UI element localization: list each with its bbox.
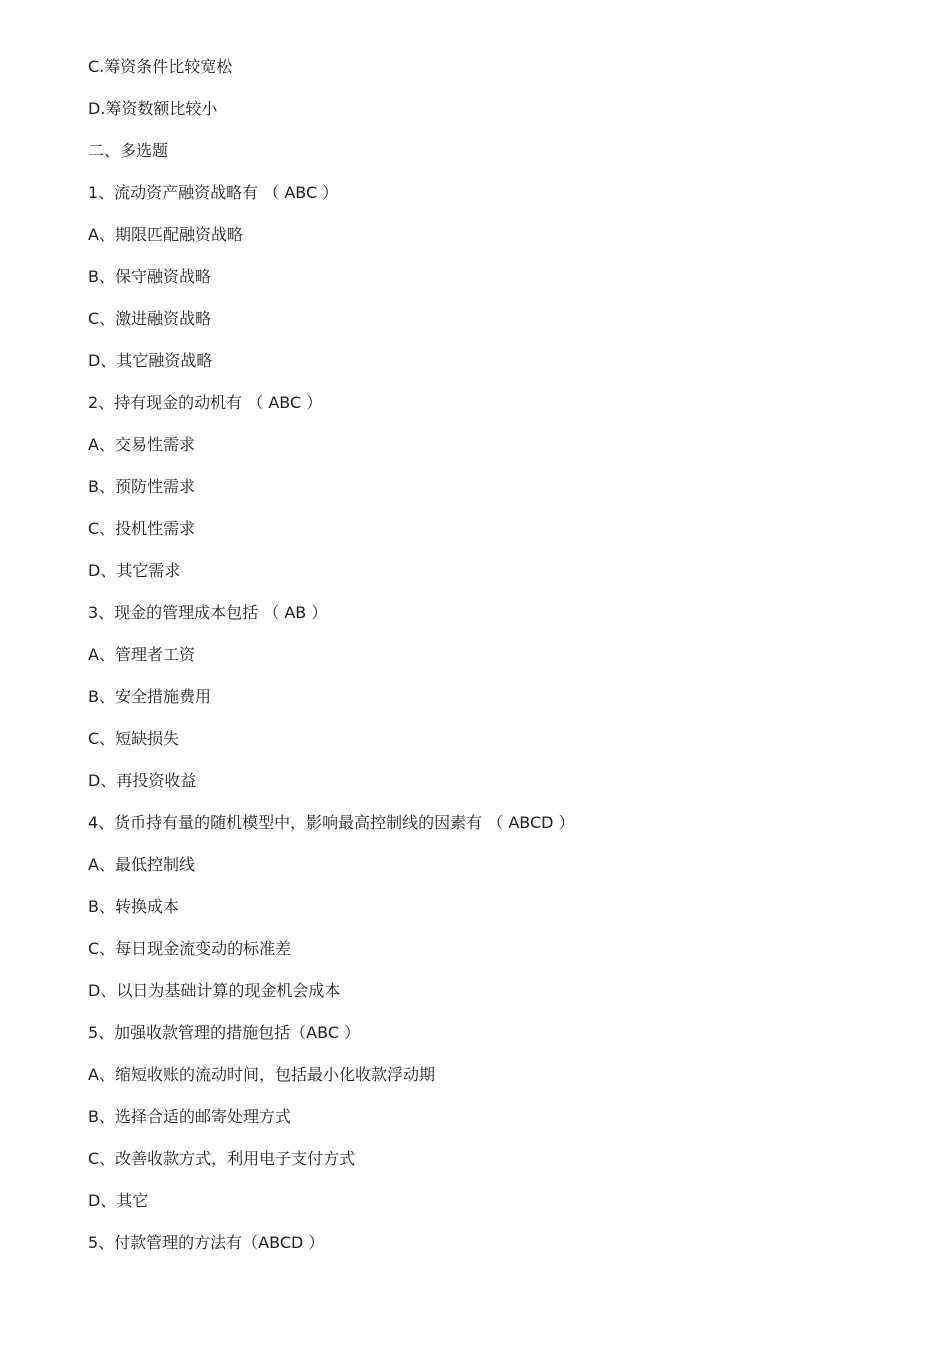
text-line: A、管理者工资: [88, 645, 195, 664]
text-line: D、其它融资战略: [88, 351, 213, 370]
text-line: D、其它需求: [88, 561, 181, 580]
text-line: C、短缺损失: [88, 729, 180, 748]
text-line: 4、货币持有量的随机模型中，影响最高控制线的因素有 （ ABCD ）: [88, 813, 575, 832]
text-line: 3、现金的管理成本包括 （ AB ）: [88, 603, 328, 622]
text-line: 2、持有现金的动机有 （ ABC ）: [88, 393, 323, 412]
text-line: 二、多选题: [88, 141, 169, 160]
text-line: C、激进融资战略: [88, 309, 212, 328]
text-line: A、期限匹配融资战略: [88, 225, 243, 244]
text-line: 5、付款管理的方法有（ABCD ）: [88, 1233, 325, 1252]
text-line: D、以日为基础计算的现金机会成本: [88, 981, 341, 1000]
text-line: C.筹资条件比较宽松: [88, 57, 233, 76]
text-line: B、选择合适的邮寄处理方式: [88, 1107, 291, 1126]
text-line: C、改善收款方式，利用电子支付方式: [88, 1149, 356, 1168]
text-line: B、转换成本: [88, 897, 179, 916]
text-line: D、其它: [88, 1191, 149, 1210]
text-line: A、交易性需求: [88, 435, 195, 454]
text-line: B、保守融资战略: [88, 267, 211, 286]
text-line: 1、流动资产融资战略有 （ ABC ）: [88, 183, 339, 202]
document-text: [88, 55, 575, 1273]
text-line: D.筹资数额比较小: [88, 99, 218, 118]
text-line: C、投机性需求: [88, 519, 196, 538]
text-line: B、预防性需求: [88, 477, 195, 496]
text-line: D、再投资收益: [88, 771, 197, 790]
text-line: A、最低控制线: [88, 855, 195, 874]
text-line: 5、加强收款管理的措施包括（ABC ）: [88, 1023, 361, 1042]
text-line: B、安全措施费用: [88, 687, 211, 706]
text-line: A、缩短收账的流动时间，包括最小化收款浮动期: [88, 1065, 435, 1084]
text-line: C、每日现金流变动的标准差: [88, 939, 292, 958]
